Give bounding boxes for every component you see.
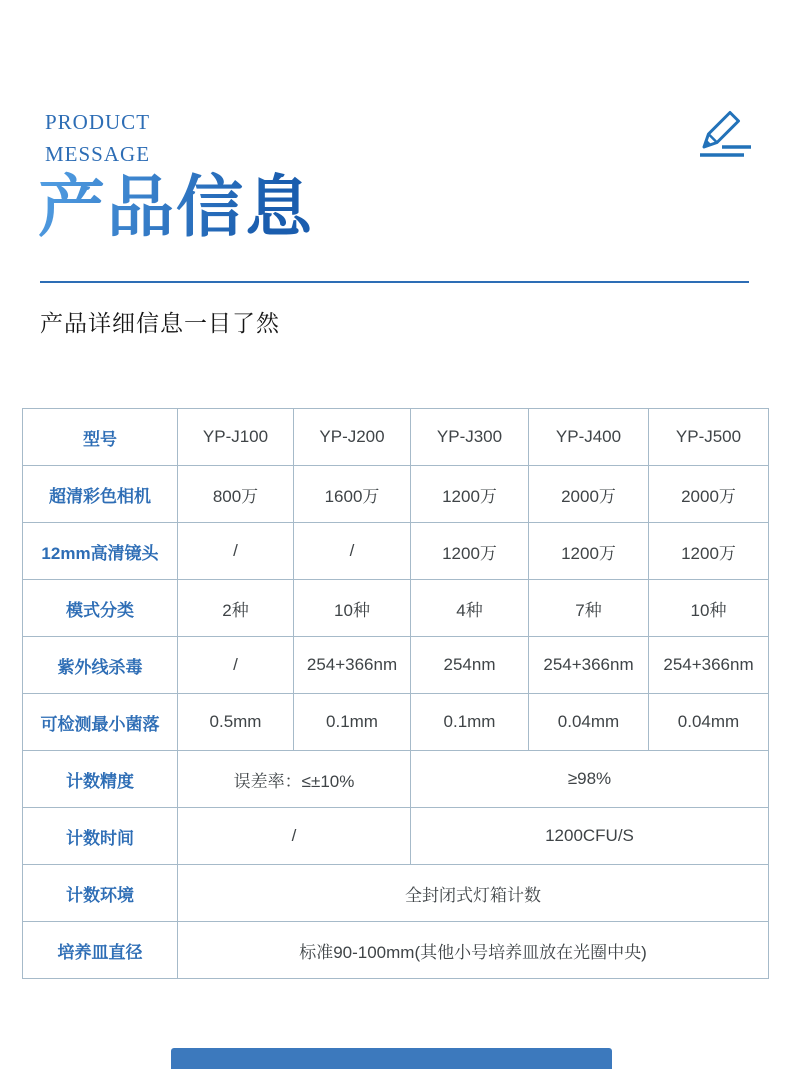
cell-value: 1200万 (529, 523, 649, 580)
cell-value: / (178, 637, 294, 694)
cell-value: 1200万 (649, 523, 769, 580)
table-row-dish-diameter (23, 922, 769, 979)
col-header-yp-j200: YP-J200 (294, 409, 411, 466)
row-label: 计数环境 (23, 865, 178, 922)
table-row-min-colony (23, 694, 769, 751)
cell-value: 2种 (178, 580, 294, 637)
table-row-modes (23, 580, 769, 637)
row-label: 可检测最小菌落 (23, 694, 178, 751)
eyebrow-line2: MESSAGE (45, 141, 151, 166)
table-row-accuracy (23, 751, 769, 808)
cell-value: 0.1mm (411, 694, 529, 751)
cell-value: 254+366nm (649, 637, 769, 694)
cell-value: / (294, 523, 411, 580)
col-header-model: 型号 (23, 409, 178, 466)
cell-value: 1600万 (294, 466, 411, 523)
cell-value: 7种 (529, 580, 649, 637)
row-label: 超清彩色相机 (23, 466, 178, 523)
cell-value: 1200万 (411, 523, 529, 580)
eyebrow-text (45, 107, 150, 170)
cell-value: 4种 (411, 580, 529, 637)
col-header-yp-j500: YP-J500 (649, 409, 769, 466)
cell-value-full: 标准90-100mm(其他小号培养皿放在光圈中央) (178, 922, 769, 979)
cell-value: 10种 (294, 580, 411, 637)
cell-value-full: 全封闭式灯箱计数 (178, 865, 769, 922)
table-row-environment (23, 865, 769, 922)
cell-value: 254+366nm (294, 637, 411, 694)
cell-value: 0.04mm (649, 694, 769, 751)
cell-value-merged: / (178, 808, 411, 865)
bottom-accent-bar (171, 1048, 612, 1069)
cell-value: 254+366nm (529, 637, 649, 694)
row-label: 紫外线杀毒 (23, 637, 178, 694)
eyebrow-line1: PRODUCT (45, 110, 151, 134)
table-header-row (23, 409, 769, 466)
cell-value: 10种 (649, 580, 769, 637)
table-row-camera (23, 466, 769, 523)
cell-value-merged: 误差率：≤±10% (178, 751, 411, 808)
cell-value: 0.1mm (294, 694, 411, 751)
spec-table (22, 408, 769, 979)
row-label: 计数精度 (23, 751, 178, 808)
cell-value: 1200万 (411, 466, 529, 523)
cell-value-merged: ≥98% (411, 751, 769, 808)
page-subtitle: 产品详细信息一目了然 (40, 311, 280, 336)
title-divider (40, 281, 749, 283)
col-header-yp-j100: YP-J100 (178, 409, 294, 466)
pencil-icon (694, 102, 754, 166)
row-label: 计数时间 (23, 808, 178, 865)
col-header-yp-j400: YP-J400 (529, 409, 649, 466)
cell-value-merged: 1200CFU/S (411, 808, 769, 865)
cell-value: 0.5mm (178, 694, 294, 751)
cell-value: 2000万 (649, 466, 769, 523)
table-row-count-time (23, 808, 769, 865)
cell-value: / (178, 523, 294, 580)
row-label: 培养皿直径 (23, 922, 178, 979)
cell-value: 800万 (178, 466, 294, 523)
row-label: 模式分类 (23, 580, 178, 637)
col-header-yp-j300: YP-J300 (411, 409, 529, 466)
cell-value: 0.04mm (529, 694, 649, 751)
cell-value: 254nm (411, 637, 529, 694)
page-title: 产品信息 (38, 168, 314, 248)
table-row-lens (23, 523, 769, 580)
cell-value: 2000万 (529, 466, 649, 523)
table-row-uv (23, 637, 769, 694)
row-label: 12mm高清镜头 (23, 523, 178, 580)
